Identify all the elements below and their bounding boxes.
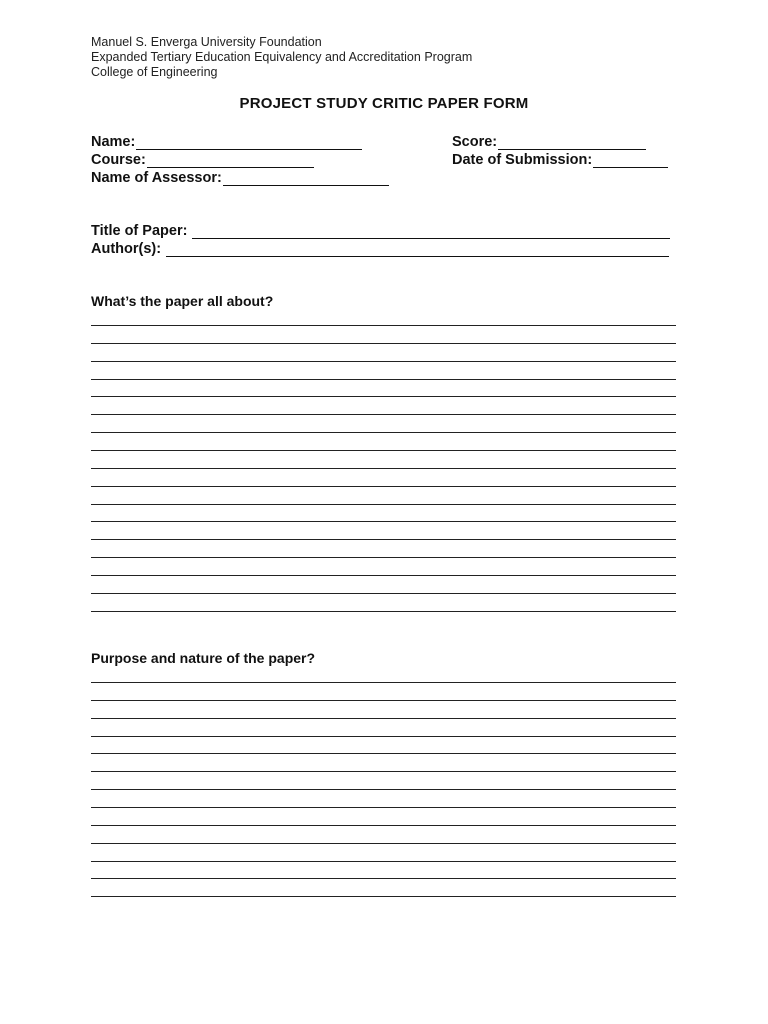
program-name: Expanded Tertiary Education Equivalency and Accreditation Program: [91, 50, 473, 64]
paper-title-field[interactable]: [91, 221, 670, 239]
answer-line[interactable]: [91, 575, 676, 576]
assessor-blank[interactable]: [223, 171, 389, 186]
name-field[interactable]: [91, 132, 362, 150]
paper-title-label: Title of Paper:: [91, 223, 192, 239]
date-of-submission-label: Date of Submission:: [452, 152, 593, 168]
name-label: Name:: [91, 134, 136, 150]
date-of-submission-field[interactable]: [452, 150, 668, 168]
answer-line[interactable]: [91, 361, 676, 362]
answer-line[interactable]: [91, 843, 676, 844]
date-of-submission-blank[interactable]: [593, 153, 668, 168]
answer-line[interactable]: [91, 504, 676, 505]
answer-line[interactable]: [91, 736, 676, 737]
answer-line[interactable]: [91, 718, 676, 719]
answer-line[interactable]: [91, 878, 676, 879]
answer-line[interactable]: [91, 379, 676, 380]
answer-line[interactable]: [91, 807, 676, 808]
course-label: Course:: [91, 152, 146, 168]
answer-line[interactable]: [91, 771, 676, 772]
assessor-label: Name of Assessor:: [91, 170, 222, 186]
answer-line[interactable]: [91, 343, 676, 344]
answer-line[interactable]: [91, 753, 676, 754]
answer-line[interactable]: [91, 486, 676, 487]
answer-line[interactable]: [91, 825, 676, 826]
authors-field[interactable]: [91, 239, 669, 257]
answer-line[interactable]: [91, 325, 676, 326]
answer-line[interactable]: [91, 539, 676, 540]
answer-line[interactable]: [91, 468, 676, 469]
university-name: Manuel S. Enverga University Foundation: [91, 35, 322, 49]
institution-header: [91, 35, 472, 80]
answer-line[interactable]: [91, 450, 676, 451]
answer-line[interactable]: [91, 414, 676, 415]
answer-line[interactable]: [91, 611, 676, 612]
score-label: Score:: [452, 134, 498, 150]
authors-blank[interactable]: [166, 242, 669, 257]
name-blank[interactable]: [136, 135, 362, 150]
answer-line[interactable]: [91, 593, 676, 594]
college-name: College of Engineering: [91, 65, 218, 79]
form-title: PROJECT STUDY CRITIC PAPER FORM: [239, 95, 529, 112]
about-question: What’s the paper all about?: [91, 293, 274, 309]
answer-line[interactable]: [91, 700, 676, 701]
answer-line[interactable]: [91, 432, 676, 433]
purpose-question: Purpose and nature of the paper?: [91, 650, 316, 666]
answer-line[interactable]: [91, 396, 676, 397]
answer-line[interactable]: [91, 682, 676, 683]
answer-line[interactable]: [91, 861, 676, 862]
authors-label: Author(s):: [91, 241, 166, 257]
score-field[interactable]: [452, 132, 646, 150]
paper-title-blank[interactable]: [192, 224, 670, 239]
score-blank[interactable]: [498, 135, 646, 150]
course-field[interactable]: [91, 150, 314, 168]
answer-line[interactable]: [91, 789, 676, 790]
course-blank[interactable]: [147, 153, 314, 168]
answer-line[interactable]: [91, 521, 676, 522]
answer-line[interactable]: [91, 896, 676, 897]
answer-line[interactable]: [91, 557, 676, 558]
assessor-field[interactable]: [91, 168, 389, 186]
